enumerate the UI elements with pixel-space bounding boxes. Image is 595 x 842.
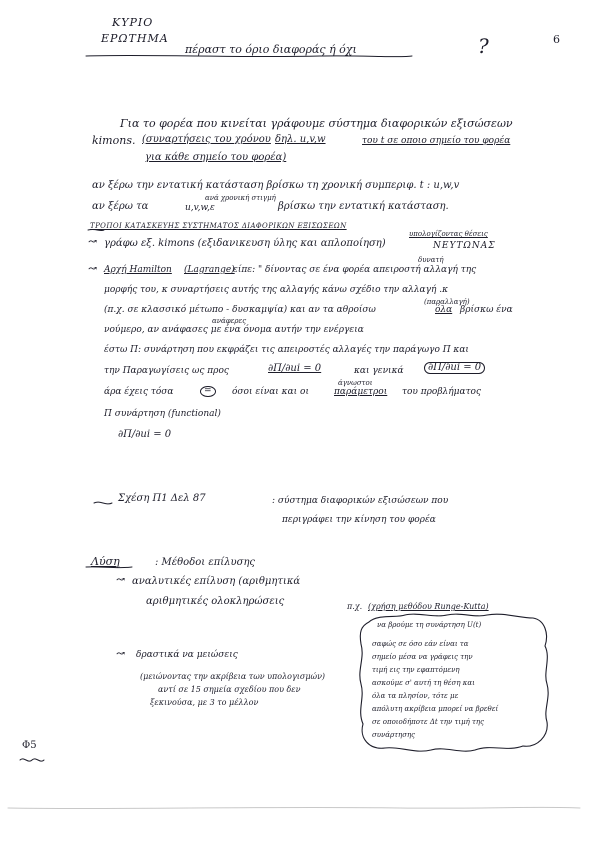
boxed-formula: ∂Π/∂ui = 0 [424,362,485,374]
bullet2-line8: Π συνάρτηση (functional) [104,409,221,419]
bullet2-line3-a: (π.χ. σε κλασσικό μέτωπο - δυσκαμψία) και αν τα αθροίσω [104,305,376,315]
bullet2-line7-c: όσοι είναι και οι [232,387,309,397]
bullet2-line9: ∂Π/∂ui = 0 [118,429,172,440]
arrow-icon: ↝ [88,235,98,248]
relation-line1: : σύστημα διαφορικών εξισώσεων που [272,496,449,506]
bullet2-line7-a: άρα έχεις τόσα [104,387,174,397]
section-tick [88,229,104,230]
bullet2-line3-b: όλα [435,305,453,315]
footer-squiggle [20,759,44,761]
para2-line1: αν ξέρω την εντατική κατάσταση βρίσκω τη χρονική συμπεριφ. t : u,w,v [92,180,460,191]
solution-line7: ξεκινούσα, με 3 το μέλλον [150,698,259,707]
circled-equals: = [200,386,216,397]
solution-line6: αντί σε 15 σημεία σχεδίου που δεν [158,685,301,694]
para2-line2-over: ανά χρονική στιγμή [205,194,276,202]
solution-line2: αναλυτικές επίλυση (αριθμητικά [132,576,301,587]
para1-line2-a: kimons. [92,134,136,147]
cloud-line4: τιμή εις την εφαπτόμενη [372,666,460,674]
solution-underline [86,567,132,568]
solution-line5: (μειώνοντας την ακρίβεια των υπολογισμών) [140,672,326,681]
header-question: πέραστ το όριο διαφοράς ή όχι [185,43,357,56]
section-heading: ΤΡΟΠΟΙ ΚΑΤΑΣΚΕΥΗΣ ΣΥΣΤΗΜΑΤΟΣ ΔΙΑΦΟΡΙΚΩΝ ΕΞΙΣΩΣΕΩΝ [90,222,347,230]
relation-mark [94,502,112,504]
cloud-line5: ασκούμε σ' αυτή τη θέση και [372,679,475,687]
bullet2-line2: μορφής του, κ συναρτήσεις αυτής της αλλαγής κάνω σχέδιο την αλλαγή .κ [104,285,449,295]
bullet1-newtonas-over: υπολογίζοντας θέσεις [409,230,488,238]
bullet2-line1-over: δυνατή [418,256,444,264]
footer-mark: Φ5 [22,740,37,751]
para1-line2-c: δηλ. u,v,w [275,134,326,145]
solution-line1: : Μέθοδοι επίλυσης [155,557,256,568]
bullet2-line6-formula: ∂Π/∂ui = 0 [268,363,322,374]
cloud-line2: σαφώς σε όσο εάν είναι τα [372,640,469,648]
para1-line1: Για το φορέα που κινείται γράφουμε σύστημα διαφορικών εξισώσεων [120,117,513,130]
bullet2-line6-c: και γενικά [354,366,404,376]
header-label-kyrio: ΚΥΡΙΟ [112,16,154,29]
bullet2-lagrange: (Lagrange) [184,265,235,275]
relation-ref: Σχέση Π1 Δελ 87 [118,493,206,504]
bullet1-line1: γράφω εξ. kimons (εξιδανικευση ύλης και απλοποίηση) [104,238,386,249]
bullet2-line4: νούμερο, αν ανάφασες με ένα όνομα αυτήν την ενέργεια [104,325,364,335]
relation-line2: περιγράφει την κίνηση του φορέα [282,515,436,525]
cloud-line8: σε οποιοδήποτε Δt την τιμή της [372,718,485,726]
bullet2-line6-a: την Παραγωγίσεις ως προς [104,366,229,376]
bullet2-line1: είπε: " δίνοντας σε ένα φορέα απειροστή αλλαγή της [233,265,477,275]
solution-line3: αριθμητικές ολοκληρώσεις [146,596,285,607]
bullet2-line5: έστω Π: συνάρτηση που εκφράζει τις απειροστές αλλαγές την παράγωγο Π και [104,345,469,355]
bullet1-newtonas: ΝΕΥΤΩΝΑΣ [433,241,496,251]
bottom-rule [8,807,580,808]
solution-label: Λύση [91,555,120,568]
header-question-mark: ? [478,34,489,58]
header-underline [86,55,412,56]
bullet2-line7-e: του προβλήματος [402,387,482,397]
cloud-line3: σημείο μέσα να γράφεις την [372,653,473,661]
bullet2-line7-d: παράμετροι [334,387,388,397]
cloud-title: (χρήση μεθόδου Runge-Kutta) [368,602,489,611]
arrow-icon: ↝ [88,262,98,275]
cloud-line6: όλα τα πλησίον, τότε με [372,692,459,700]
para1-line2-b: (συναρτήσεις του χρόνου [142,134,271,145]
page-number: 6 [553,33,560,46]
bullet2-line7-over: άγνωστοι [338,379,373,387]
cloud-line7: απόλυτη ακρίβεια μπορεί να βρεθεί [372,705,499,713]
header-label-erotima: ΕΡΩΤΗΜΑ [101,32,169,45]
cloud-prefix: π.χ. [347,602,363,611]
arrow-icon: ↝ [116,647,126,660]
bullet2-hamilton: Αρχή Hamilton [104,265,172,275]
para2-line2-c: βρίσκω την εντατική κατάσταση. [278,201,449,212]
solution-line4: δραστικά να μειώσεις [136,650,238,660]
bullet2-line3-c: βρίσκω ένα [460,305,513,315]
para1-line3: για κάθε σημείο του φορέα) [145,152,287,163]
para2-line2-a: αν ξέρω τα [92,201,149,212]
cloud-line1: να βρούμε τη συνάρτηση U(t) [377,621,482,629]
bullet2-line3-over: (παραλλαγή) [424,298,470,306]
bullet2-line4-over: ανάφερες [212,317,247,325]
arrow-icon: ↝ [116,573,126,586]
cloud-line9: συνάρτησης [372,731,416,739]
para2-line2-b: u,v,w,ε [185,203,215,213]
para1-line2-d: του t σε οποιο σημείο του φορέα [362,136,511,146]
